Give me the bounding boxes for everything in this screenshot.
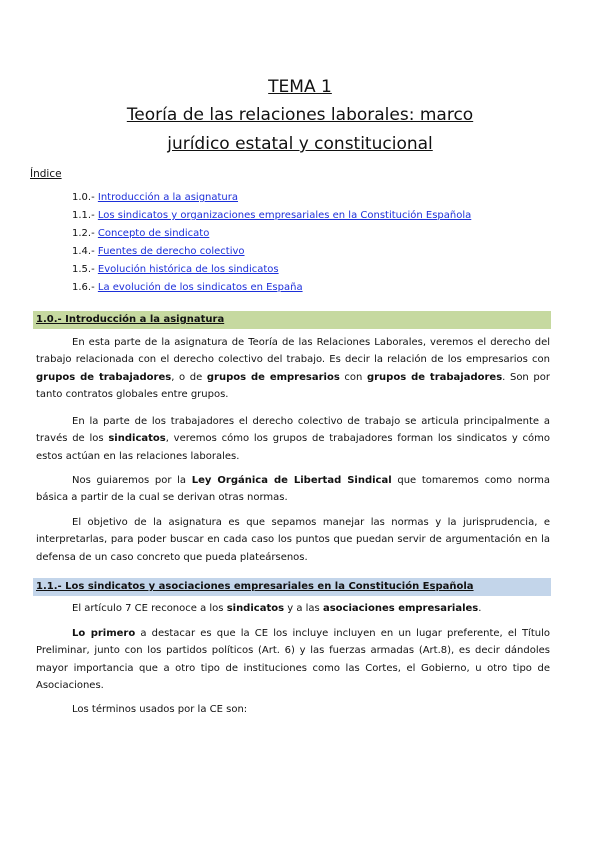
paragraph: Lo primero a destacar es que la CE los incluye incluyen en un lugar preferente, el Título Preliminar, junto con los partidos políticos (Art. 6) y las fuerzas armadas (Art.8), es decir dándoles mayor importancia que a otro tipo de instituciones como las Cortes, el Gobierno, u otro tipo de Asociaciones.: [36, 628, 550, 692]
toc-item: 1.0.- Introducción a la asignatura: [72, 192, 239, 203]
table-of-contents: [72, 191, 471, 299]
section-heading-sindicatos-ce: 1.1.- Los sindicatos y asociaciones empresariales en la Constitución Española: [33, 578, 551, 596]
paragraph: El artículo 7 CE reconoce a los sindicatos y a las asociaciones empresariales.: [72, 603, 482, 614]
toc-link-evolucion-historica[interactable]: Evolución histórica de los sindicatos: [97, 264, 279, 275]
toc-item: 1.2.- Concepto de sindicato: [72, 228, 210, 239]
index-heading: Índice: [30, 168, 62, 180]
toc-item: 1.4.- Fuentes de derecho colectivo: [72, 246, 245, 257]
paragraph: El objetivo de la asignatura es que sepamos manejar las normas y la jurisprudencia, e interpretarlas, para poder buscar en cada caso los puntos que puedan servir de argumentación en la defensa de un caso concreto que pueda plateársenos.: [36, 517, 550, 563]
paragraph: Nos guiaremos por la Ley Orgánica de Libertad Sindical que tomaremos como norma básica a partir de la cual se derivan otras normas.: [36, 475, 550, 504]
paragraph: En la parte de los trabajadores el derecho colectivo de trabajo se articula principalmente a través de los sindicatos, veremos cómo los grupos de trabajadores forman los sindicatos y cómo estos actúan en las relaciones laborales.: [36, 416, 550, 462]
toc-link-sindicatos-ce[interactable]: Los sindicatos y organizaciones empresariales en la Constitución Española: [97, 210, 472, 221]
toc-link-concepto[interactable]: Concepto de sindicato: [97, 228, 210, 239]
document-title-line1: Teoría de las relaciones laborales: marco: [126, 105, 474, 125]
toc-item: 1.5.- Evolución histórica de los sindicatos: [72, 264, 279, 275]
section-heading-intro: 1.0.- Introducción a la asignatura: [33, 311, 551, 329]
toc-item: 1.6.- La evolución de los sindicatos en España: [72, 282, 303, 293]
toc-link-fuentes[interactable]: Fuentes de derecho colectivo: [97, 246, 245, 257]
paragraph: En esta parte de la asignatura de Teoría de las Relaciones Laborales, veremos el derecho del trabajo relacionada con el derecho colectivo del trabajo. Es decir la relación de los empresarios con grupos de trabajadores, o de grupos de empresarios con grupos de trabajadores. Son por tanto contratos globales entre grupos.: [36, 337, 550, 401]
document-title-line2: jurídico estatal y constitucional: [167, 134, 433, 154]
document-tema: TEMA 1: [268, 77, 332, 97]
toc-link-evolucion-espana[interactable]: La evolución de los sindicatos en España: [97, 282, 303, 293]
paragraph: Los términos usados por la CE son:: [72, 704, 248, 715]
toc-link-intro[interactable]: Introducción a la asignatura: [97, 192, 239, 203]
toc-item: 1.1.- Los sindicatos y organizaciones empresariales en la Constitución Española: [72, 210, 472, 221]
